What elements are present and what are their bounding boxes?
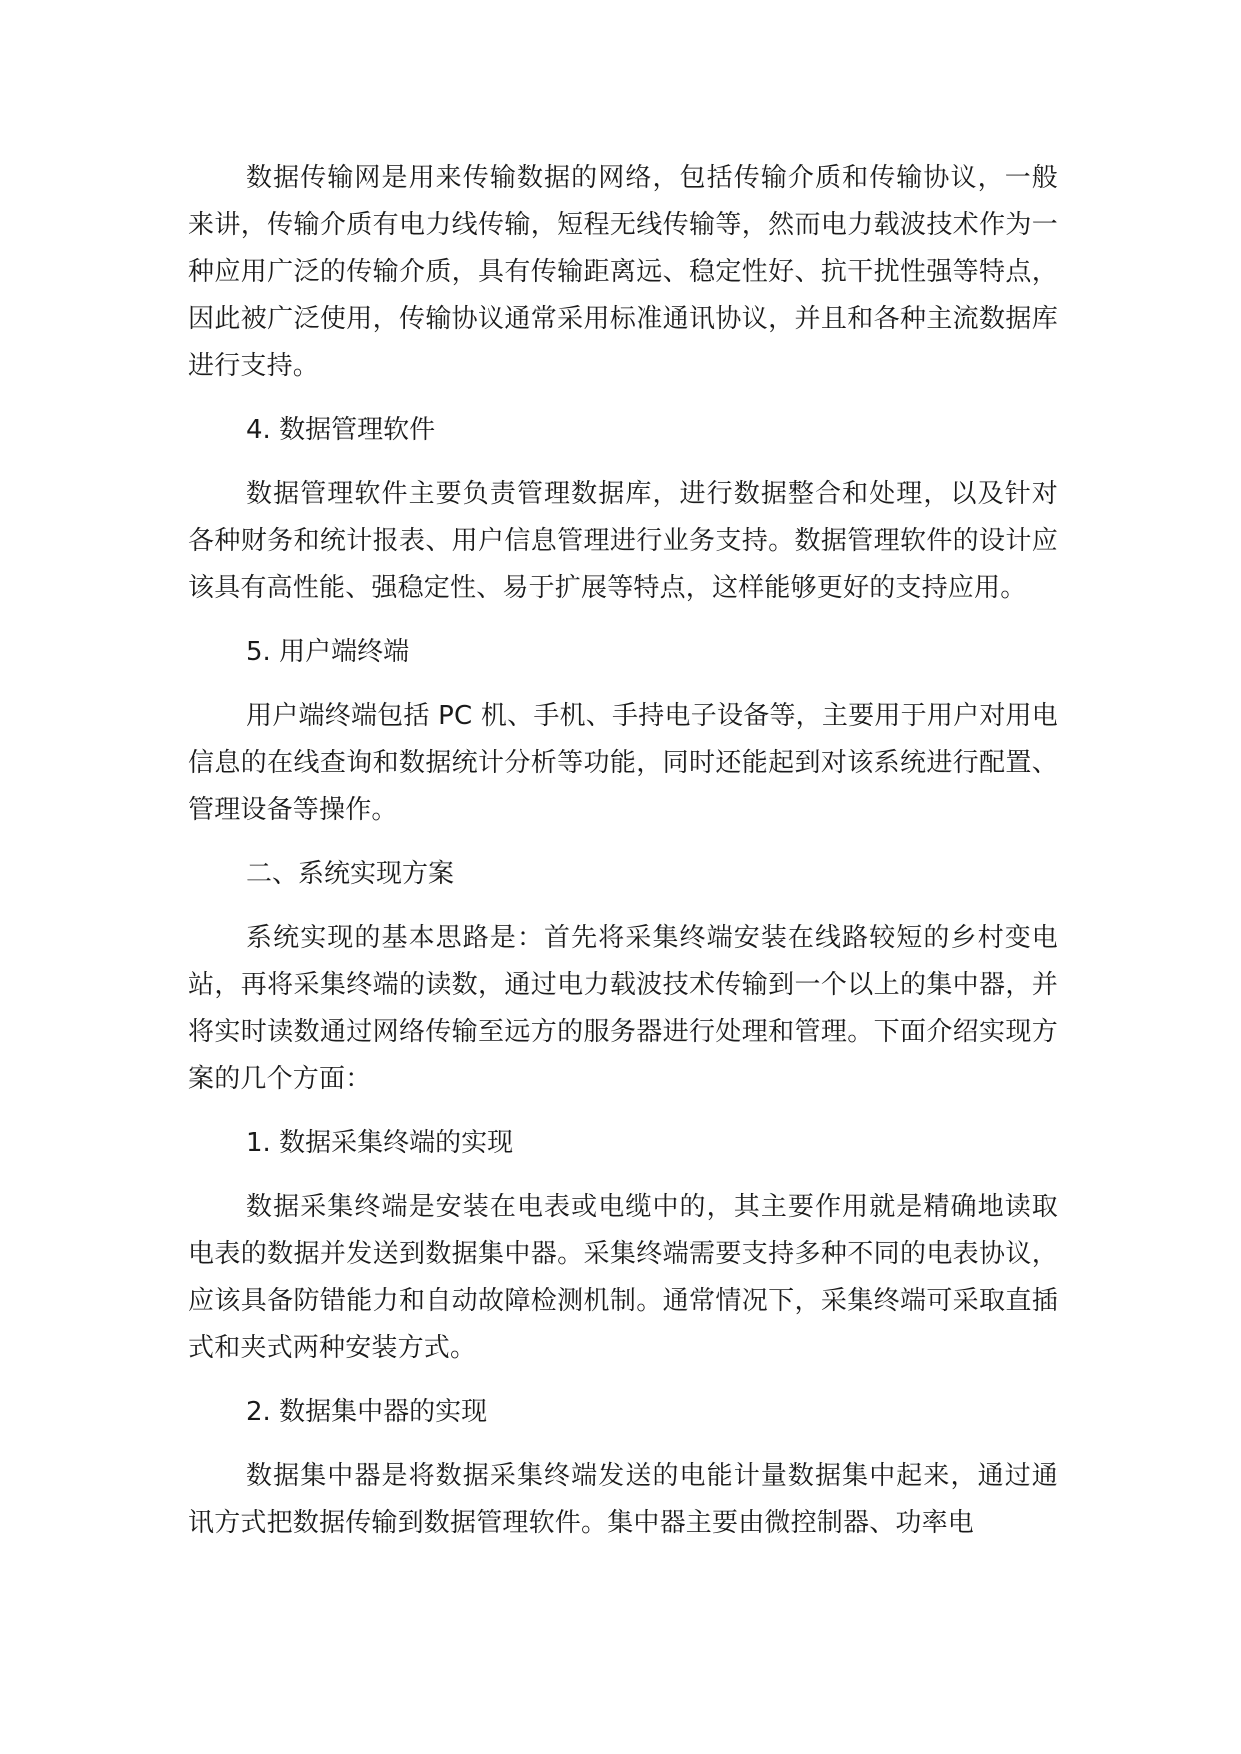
paragraph-data-management-software: 数据管理软件主要负责管理数据库，进行数据整合和处理，以及针对各种财务和统计报表、用户信息管理进行业务支持。数据管理软件的设计应该具有高性能、强稳定性、易于扩展等特点，这样能够更好的支持应用。 <box>188 479 1058 603</box>
paragraph-data-concentrator: 数据集中器是将数据采集终端发送的电能计量数据集中起来，通过通讯方式把数据传输到数据管理软件。集中器主要由微控制器、功率电 <box>188 1461 1058 1538</box>
heading-data-concentrator: 2. 数据集中器的实现 <box>246 1397 488 1427</box>
heading-user-terminal: 5. 用户端终端 <box>246 637 410 667</box>
heading-collection-terminal: 1. 数据采集终端的实现 <box>246 1128 514 1158</box>
paragraph-system-implementation: 系统实现的基本思路是：首先将采集终端安装在线路较短的乡村变电站，再将采集终端的读数，通过电力载波技术传输到一个以上的集中器，并将实时读数通过网络传输至远方的服务器进行处理和管理。下面介绍实现方案的几个方面： <box>188 923 1058 1094</box>
heading-data-management-software: 4. 数据管理软件 <box>246 415 436 445</box>
heading-system-implementation: 二、系统实现方案 <box>246 859 455 889</box>
document-body <box>188 155 1058 1564</box>
paragraph-user-terminal: 用户端终端包括 PC 机、手机、手持电子设备等，主要用于用户对用电信息的在线查询和数据统计分析等功能，同时还能起到对该系统进行配置、管理设备等操作。 <box>188 701 1058 825</box>
paragraph-collection-terminal: 数据采集终端是安装在电表或电缆中的，其主要作用就是精确地读取电表的数据并发送到数据集中器。采集终端需要支持多种不同的电表协议，应该具备防错能力和自动故障检测机制。通常情况下，采集终端可采取直插式和夹式两种安装方式。 <box>188 1192 1058 1363</box>
paragraph-data-transmission-network: 数据传输网是用来传输数据的网络，包括传输介质和传输协议，一般来讲，传输介质有电力线传输，短程无线传输等，然而电力载波技术作为一种应用广泛的传输介质，具有传输距离远、稳定性好、抗干扰性强等特点，因此被广泛使用，传输协议通常采用标准通讯协议，并且和各种主流数据库进行支持。 <box>188 163 1058 381</box>
